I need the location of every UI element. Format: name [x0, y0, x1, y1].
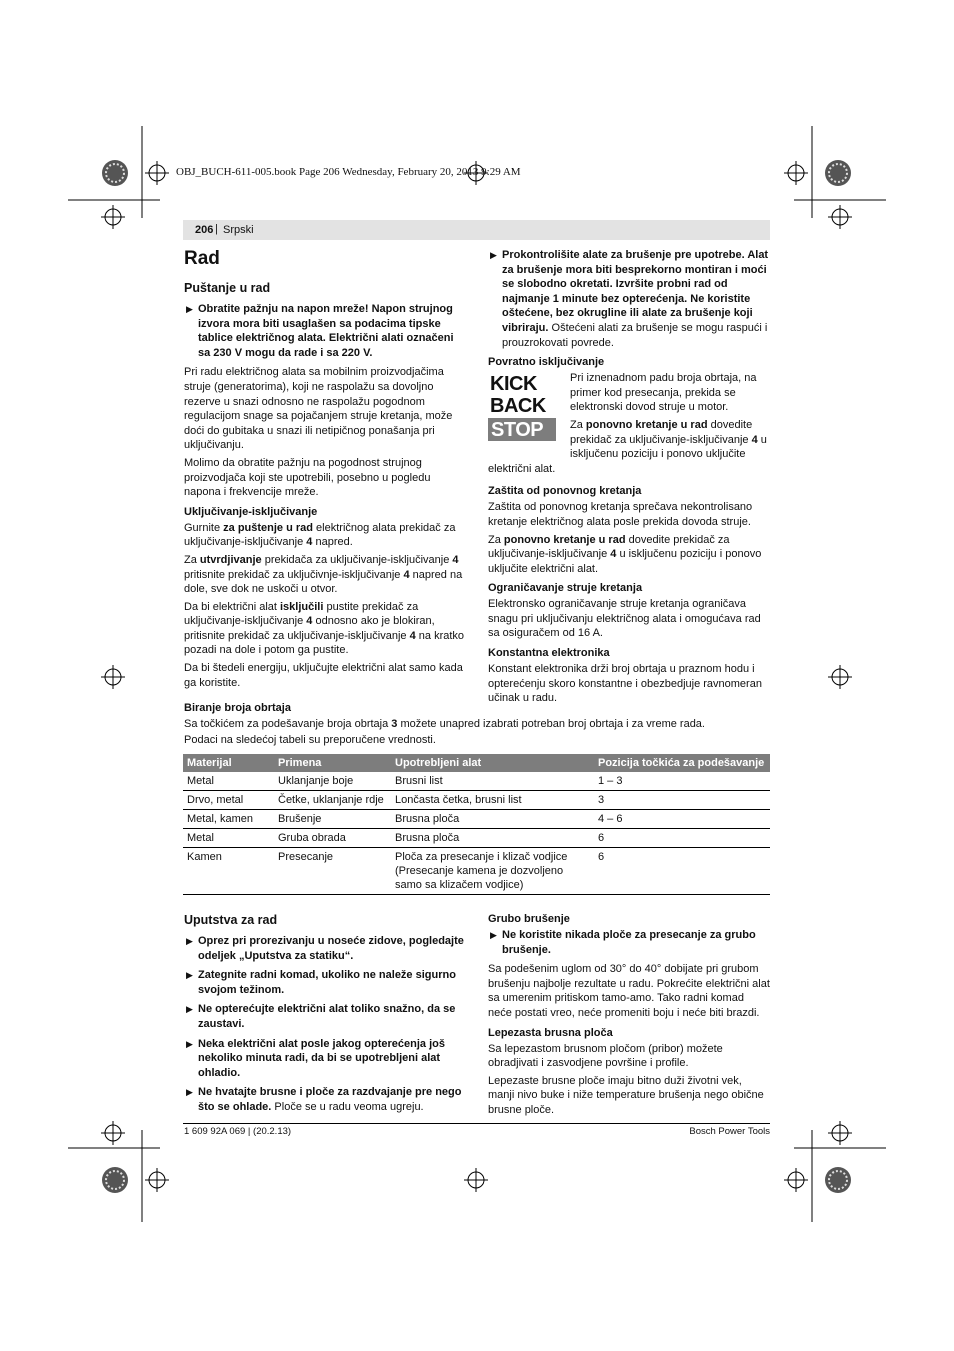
speed-section — [184, 700, 770, 748]
table-cell: 6 — [594, 848, 770, 895]
restart-paragraph-2: Za ponovno kretanje u rad dovedite prekidač za uključivanje-isključivanje 4 u isključenu poziciju i ponovo uključite električni alat. — [488, 533, 762, 575]
speed-heading: Biranje broja obrtaja — [184, 702, 291, 714]
table-header-row — [183, 754, 770, 772]
flap-disc-heading: Lepezasta brusna ploča — [488, 1026, 613, 1039]
section-title: Rad — [184, 248, 220, 269]
table-cell: Brusni list — [391, 772, 594, 791]
table-cell: 1 – 3 — [594, 772, 770, 791]
current-limit-paragraph: Elektronsko ograničavanje struje kretanja ograničava snagu pri uključivanju električnog alata i omogućava rad sa osiguračem od 16 A. — [488, 598, 761, 640]
rough-grinding-paragraph: Sa podešenim uglom od 30° do 40° dobijate pri grubom brušenju najbolje rezultate u radu. Pokrećite električni alat sa umerenim pritiskom tamo-amo. Tako radni komad neće postati vreo, neće promeniti boju i neće biti brazdi. — [488, 963, 770, 1019]
voltage-warning: ▶ Obratite pažnju na napon mreže! Napon strujnog izvora mora biti usaglašen sa podacima tipske tablice električnog alata. Električni alati označeni sa 230 V mogu da rade i sa 220 V. — [186, 303, 454, 359]
table-cell: Metal — [183, 772, 274, 791]
table-cell: Četke, uklanjanje rdje — [274, 791, 391, 810]
table-row — [183, 848, 770, 895]
table-row — [183, 810, 770, 829]
header-separator: | — [215, 223, 218, 235]
speed-paragraph-2: Podaci na sledećoj tabeli su preporučene vrednosti. — [184, 734, 436, 746]
table-cell: Uklanjanje boje — [274, 772, 391, 791]
left-column — [184, 248, 466, 693]
rough-grinding-warning: ▶ Ne koristite nikada ploče za presecanje za grubo brušenje. — [490, 929, 756, 956]
flap-disc-paragraph-1: Sa lepezastom brusnom pločom (pribor) možete obradjivati i zasvodjene površine i profile. — [488, 1042, 723, 1070]
table-cell: Metal — [183, 829, 274, 848]
kickback-heading: Povratno isključivanje — [488, 356, 605, 369]
table-cell: Brušenje — [274, 810, 391, 829]
usage-warning-4: ▶ Neka električni alat posle jakog opterećenja još nekoliko minuta radi, da bi se upotrebljeni alat ohladio. — [186, 1037, 445, 1079]
bullet-triangle-icon: ▶ — [186, 304, 193, 314]
usage-right-column — [488, 912, 770, 1121]
table-cell: Brusna ploča — [391, 810, 594, 829]
switch-heading: Uključivanje-isključivanje — [184, 505, 318, 518]
table-cell: Gruba obrada — [274, 829, 391, 848]
generator-note: Molimo da obratite pažnju na pogodnost strujnog proizvodjača koji ste upotrebili, posebno u pogledu napona i frekvencije mreže. — [184, 456, 431, 499]
table-row — [183, 791, 770, 810]
bullet-triangle-icon: ▶ — [186, 1038, 193, 1049]
switch-lock-paragraph: Za utvrdjivanje prekidača za uključivanje-isključivanje 4 pritisnite prekidač za uključivnje-isključivanje 4 napred na dole, sve dok ne uskoči u otvor. — [184, 553, 463, 596]
current-limit-heading: Ograničavanje struje kretanja — [488, 582, 643, 595]
usage-warning-2: ▶ Zategnite radni komad, ukoliko ne naleže sigurno svojom težinom. — [186, 969, 456, 996]
table-cell: Brusna ploča — [391, 829, 594, 848]
usage-left-column — [184, 912, 466, 1120]
page-number: 206 — [195, 224, 214, 236]
print-info-line: OBJ_BUCH-611-005.book Page 206 Wednesday, February 20, 2013 9:29 AM — [176, 166, 521, 178]
usage-warning-5: ▶ Ne hvatajte brusne i ploče za razdvajanje pre nego što se ohlade. Ploče se u radu veoma ugreju. — [186, 1086, 462, 1113]
switch-on-paragraph: Gurnite za puštenje u rad električnog alata prekidač za uključivanje-isključivanje 4 napred. — [184, 521, 456, 549]
right-column — [488, 248, 770, 709]
table-row — [183, 772, 770, 791]
restart-protection-heading: Zaštita od ponovnog kretanja — [488, 485, 642, 498]
table-cell: Drvo, metal — [183, 791, 274, 810]
bullet-triangle-icon: ▶ — [490, 930, 497, 940]
table-cell: Lončasta četka, brusni list — [391, 791, 594, 810]
footer-brand: Bosch Power Tools — [689, 1126, 770, 1137]
table-cell: Presecanje — [274, 848, 391, 895]
usage-warning-3: ▶ Ne opterećujte električni alat toliko snažno, da se zaustavi. — [186, 1003, 456, 1030]
page-header-bar — [183, 220, 770, 240]
table-header-cell: Materijal — [183, 754, 274, 772]
table-cell: Kamen — [183, 848, 274, 895]
constant-electronics-paragraph: Konstant elektronika drži broj obrtaja u praznom hodu i opterećenju skoro konstantne i obezbedjuje ravnomeran učinak u radu. — [488, 663, 762, 705]
kickback-stop-logo: KICK BACK STOP — [488, 373, 560, 443]
inspect-tools-warning: ▶ Prokontrolišite alate za brušenje pre upotrebe. Alat za brušenje mora biti besprekorno montiran i moći se slobodno okretati. Izvršite probni rad od najmanje 1 minute bez opterećenja. Ne koristite oštećene, bez okrugline ili alate za brušenje koji vibriraju. Oštećeni alati za brušenje se mogu raspući i prouzrokovati povrede. — [490, 249, 769, 349]
rough-grinding-heading: Grubo brušenje — [488, 913, 570, 925]
kickback-paragraph-2: Za ponovno kretanje u rad dovedite prekidač za uključivanje-isključivanje 4 u isključenu poziciju i ponovo uključite električni alat. — [488, 418, 767, 475]
energy-saving-paragraph: Da bi štedeli energiju, uključujte električni alat samo kada ga koristite. — [184, 662, 463, 689]
constant-electronics-heading: Konstantna elektronika — [488, 647, 610, 660]
bullet-triangle-icon: ▶ — [186, 1004, 193, 1015]
table-cell: 4 – 6 — [594, 810, 770, 829]
footer-rule — [183, 1123, 770, 1124]
speed-table — [183, 754, 770, 895]
header-language: Srpski — [223, 224, 254, 236]
speed-paragraph-1: Sa točkićem za podešavanje broja obrtaja 3 možete unapred izabrati potreban broj obrtaja i za vreme rada. — [184, 718, 705, 730]
restart-paragraph-1: Zaštita od ponovnog kretanja sprečava nekontrolisano kretanje električnog alata posle prekida dovoda struje. — [488, 501, 753, 528]
table-cell: 3 — [594, 791, 770, 810]
generator-paragraph: Pri radu električnog alata sa mobilnim proizvodjačima struje (generatorima), koji ne raspolažu sa dovoljno rezerve u snazi odnosno ne raspolažu pogodnom regulacijom snage sa pojačanjem struje kretanja, može doći do gubitaka u snazi ili netipičnog ponašanja pri uključivanju. — [184, 366, 453, 452]
flap-disc-paragraph-2: Lepezaste brusne ploče imaju bitno duži životni vek, manji nivo buke i niže temperature brušenja nego obične brusne ploče. — [488, 1074, 764, 1116]
table-cell: 6 — [594, 829, 770, 848]
kickback-paragraph-1: Pri iznenadnom padu broja obrtaja, na primer kod presecanja, prekida se elektronski dovod struje u motor. — [570, 372, 757, 414]
bullet-triangle-icon: ▶ — [186, 1087, 193, 1098]
bullet-triangle-icon: ▶ — [186, 970, 193, 981]
usage-heading: Uputstva za rad — [184, 913, 278, 927]
table-header-cell: Primena — [274, 754, 391, 772]
table-header-cell: Upotrebljeni alat — [391, 754, 594, 772]
table-cell: Metal, kamen — [183, 810, 274, 829]
table-row — [183, 829, 770, 848]
bullet-triangle-icon: ▶ — [186, 936, 193, 946]
bullet-triangle-icon: ▶ — [490, 250, 497, 260]
table-cell: Ploča za presecanje i klizač vodjice (Presecanje kamena je dozvoljeno samo sa klizačem vodjice) — [391, 848, 594, 895]
usage-warning-1: ▶ Oprez pri prorezivanju u noseće zidove, pogledajte odeljek „Uputstva za statiku“. — [186, 935, 464, 962]
table-header-cell: Pozicija točkića za podešavanje — [594, 754, 770, 772]
switch-off-paragraph: Da bi električni alat isključili pustite prekidač za uključivanje-isključivanje 4 odnosno ako je blokiran, pritisnite prekidač za uključivanje-isključivanje 4 na kratko pozadi na dole i potom ga pustite. — [184, 600, 465, 657]
footer-document-number: 1 609 92A 069 | (20.2.13) — [184, 1126, 292, 1137]
startup-heading: Puštanje u rad — [184, 281, 271, 295]
